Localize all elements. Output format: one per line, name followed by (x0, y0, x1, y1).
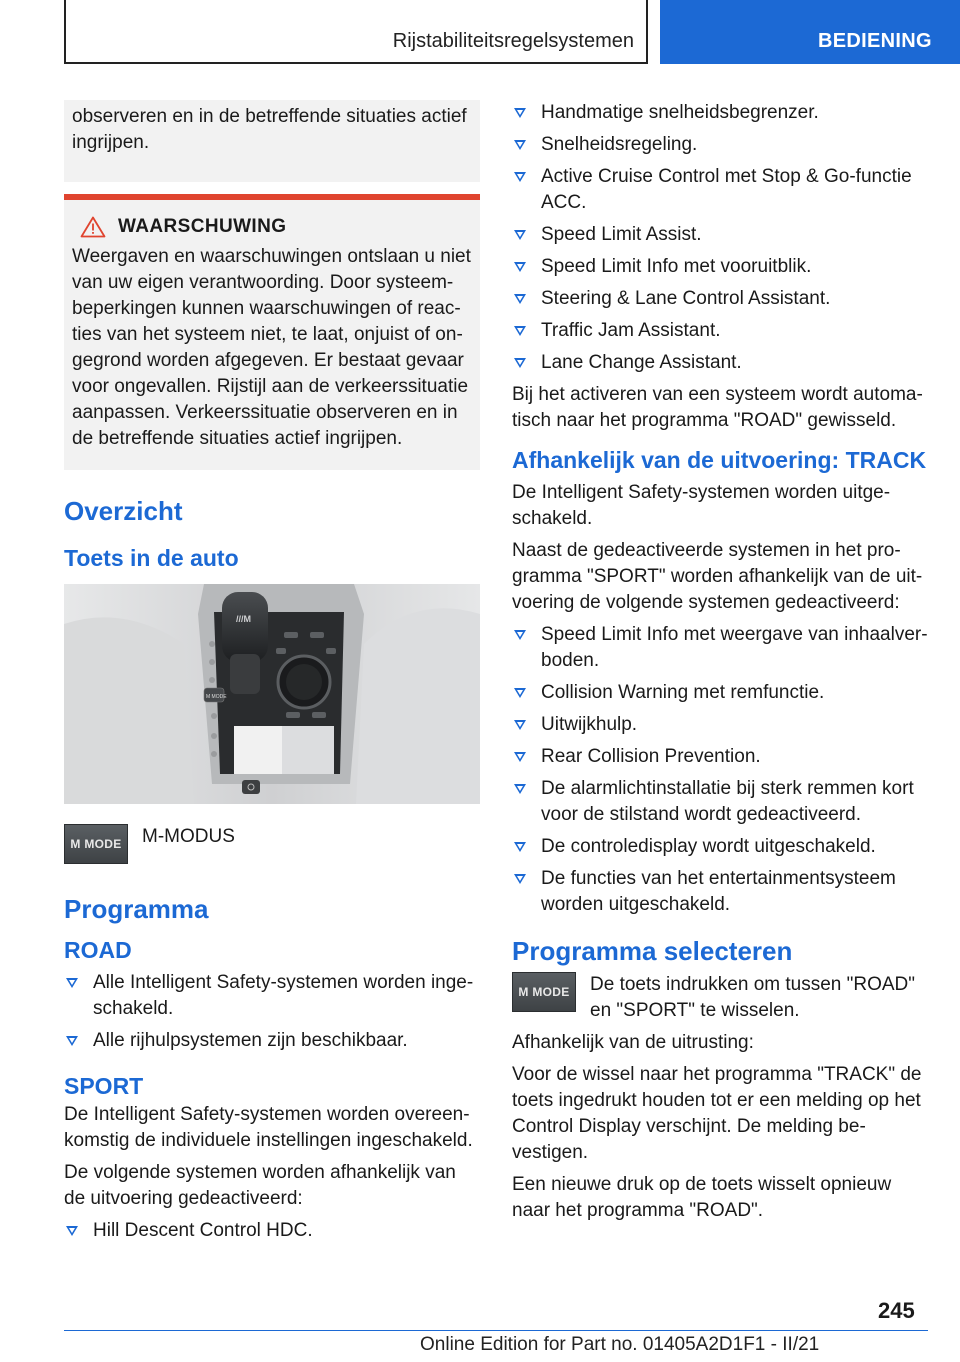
gear-selector-logo: ///M (236, 614, 251, 624)
header-chapter-tab (660, 0, 960, 64)
m-mode-legend (64, 824, 480, 864)
list-item: Snelheidsregeling. (512, 132, 928, 158)
track-list (512, 622, 928, 918)
equipment-text: Afhankelijk van de uitrusting: (512, 1032, 754, 1053)
footer-edition: Online Edition for Part no. 01405A2D1F1 - II/21 (420, 1334, 820, 1355)
select-legend (512, 972, 928, 1024)
right-column (512, 100, 928, 1230)
heading-program: Programma (64, 894, 209, 924)
list-item: De functies van het entertainmentsysteem worden uitgeschakeld. (512, 866, 928, 918)
list-item: Active Cruise Control met Stop & Go-functie ACC. (512, 164, 928, 216)
intro-box (64, 100, 480, 182)
list-item: Speed Limit Info met weergave van inhaalverboden. (512, 622, 928, 674)
page-number: 245 (878, 1298, 915, 1323)
list-item: Alle rijhulpsystemen zijn beschikbaar. (64, 1028, 480, 1054)
heading-overview: Overzicht (64, 496, 183, 526)
list-item: Speed Limit Assist. (512, 222, 928, 248)
list-item: Hill Descent Control HDC. (64, 1218, 480, 1244)
list-item: Collision Warning met remfunctie. (512, 680, 928, 706)
sport-list-continued (512, 100, 928, 376)
m-mode-label: M-MODUS (142, 826, 235, 847)
warning-text: Weergaven en waarschuwingen ontslaan u niet van uw eigen verantwoording. Door systeembeperkingen kunnen waarschuwingen of reacties van het systeem niet, te laat, onjuist of ongegrond worden afgegeven. Er bestaat gevaar voor ongevallen. Rijstijl aan de verkeerssituatie aanpassen. Verkeerssituatie observeren en in de betreffende situaties actief ingrijpen. (72, 246, 471, 449)
list-item: Traffic Jam Assistant. (512, 318, 928, 344)
track-text-1: De Intelligent Safety-systemen worden uitgeschakeld. (512, 482, 891, 529)
warning-title: WAARSCHUWING (118, 216, 287, 237)
heading-sport: SPORT (64, 1073, 144, 1099)
repress-text: Een nieuwe druk op de toets wisselt opnieuw naar het programma "ROAD". (512, 1174, 892, 1221)
footer-divider (64, 1330, 928, 1331)
list-item: Uitwijkhulp. (512, 712, 928, 738)
center-console-illustration (64, 584, 480, 804)
sport-list (64, 1218, 480, 1244)
warning-box (64, 194, 480, 470)
header-section-tab (64, 0, 648, 64)
heading-program-select: Programma selecteren (512, 936, 793, 966)
sport-text-1: De Intelligent Safety-systemen worden overeenkomstig de individuele instellingen ingeschakeld. (64, 1104, 473, 1151)
list-item: Alle Intelligent Safety-systemen worden ingeschakeld. (64, 970, 480, 1022)
list-item: Handmatige snelheidsbegrenzer. (512, 100, 928, 126)
heading-button-in-car: Toets in de auto (64, 545, 239, 571)
activation-text: Bij het activeren van een systeem wordt automatisch naar het programma "ROAD" gewisseld. (512, 384, 923, 431)
track-select-text: Voor de wissel naar het programma "TRACK" de toets ingedrukt houden tot er een melding op het Control Display verschijnt. De melding bevestigen. (512, 1064, 922, 1163)
heading-road: ROAD (64, 937, 132, 963)
warning-triangle-icon (80, 216, 106, 238)
m-mode-button-icon: M MODE (512, 972, 576, 1012)
list-item: Rear Collision Prevention. (512, 744, 928, 770)
list-item: De alarmlichtinstallatie bij sterk remmen kort voor de stilstand wordt gedeactiveerd. (512, 776, 928, 828)
track-text-2: Naast de gedeactiveerde systemen in het programma "SPORT" worden afhankelijk van de uitvoering de volgende systemen gedeactiveerd: (512, 540, 923, 613)
sport-text-2: De volgende systemen worden afhankelijk van de uitvoering gedeactiveerd: (64, 1162, 456, 1209)
list-item: Steering & Lane Control Assistant. (512, 286, 928, 312)
console-photo (64, 584, 480, 804)
header-section-title: Rijstabiliteitsregelsystemen (392, 30, 634, 52)
list-item: De controledisplay wordt uitgeschakeld. (512, 834, 928, 860)
heading-track: Afhankelijk van de uitvoering: TRACK (512, 447, 927, 473)
m-mode-button-icon: M MODE (64, 824, 128, 864)
select-description: De toets indrukken om tussen "ROAD" en "SPORT" te wisselen. (590, 974, 916, 1021)
intro-text: observeren en in de betreffende situaties actief ingrijpen. (72, 106, 467, 153)
header-chapter-title: BEDIENING (818, 30, 932, 52)
list-item: Speed Limit Info met vooruitblik. (512, 254, 928, 280)
svg-text:M MODE: M MODE (206, 694, 227, 700)
left-column (64, 100, 480, 1250)
road-list (64, 970, 480, 1054)
list-item: Lane Change Assistant. (512, 350, 928, 376)
